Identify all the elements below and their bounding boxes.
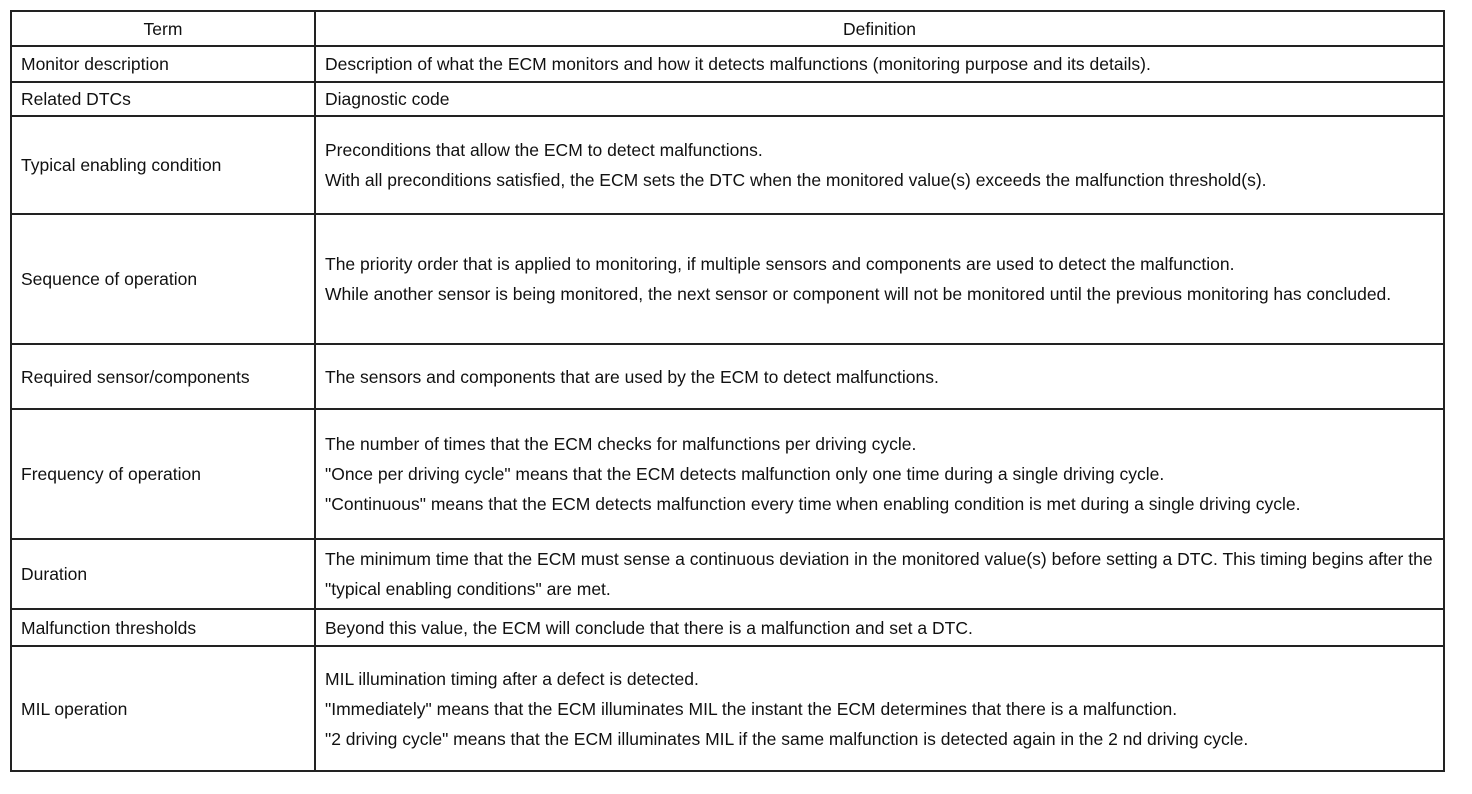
table-row <box>11 646 1444 771</box>
term-cell: Required sensor/components <box>11 344 315 409</box>
table-row <box>11 116 1444 214</box>
table-row <box>11 539 1444 609</box>
definition-column-header: Definition <box>315 11 1444 46</box>
term-cell: Duration <box>11 539 315 609</box>
definition-line: The priority order that is applied to monitoring, if multiple sensors and components are used to detect the malfunction. <box>325 254 1235 274</box>
definition-line: Diagnostic code <box>325 89 450 109</box>
definition-line: "Once per driving cycle" means that the ECM detects malfunction only one time during a single driving cycle. <box>325 464 1165 484</box>
definition-line: Beyond this value, the ECM will conclude that there is a malfunction and set a DTC. <box>325 617 973 638</box>
definition-cell <box>315 82 1444 116</box>
term-cell: Typical enabling condition <box>11 116 315 214</box>
definition-cell <box>315 344 1444 409</box>
definition-line: The sensors and components that are used by the ECM to detect malfunctions. <box>325 366 939 387</box>
definition-cell <box>315 646 1444 771</box>
table-row <box>11 46 1444 82</box>
terms-table-container <box>10 10 1443 772</box>
term-cell: MIL operation <box>11 646 315 771</box>
term-column-header: Term <box>11 11 315 46</box>
table-row <box>11 344 1444 409</box>
definition-cell <box>315 214 1444 344</box>
terms-definition-table <box>10 10 1445 772</box>
table-row <box>11 82 1444 116</box>
term-cell: Malfunction thresholds <box>11 609 315 646</box>
term-cell: Sequence of operation <box>11 214 315 344</box>
definition-line: Description of what the ECM monitors and how it detects malfunctions (monitoring purpose and its details). <box>325 54 1151 74</box>
table-row <box>11 409 1444 539</box>
definition-line: The minimum time that the ECM must sense a continuous deviation in the monitored value(s) before setting a DTC. This timing begins after the "typical enabling conditions" are met. <box>325 549 1433 599</box>
definition-line: While another sensor is being monitored, the next sensor or component will not be monitored until the previous monitoring has concluded. <box>325 284 1392 304</box>
term-cell: Related DTCs <box>11 82 315 116</box>
definition-cell <box>315 116 1444 214</box>
definition-cell <box>315 609 1444 646</box>
definition-line: "2 driving cycle" means that the ECM illuminates MIL if the same malfunction is detected again in the 2 nd driving cycle. <box>325 728 1249 749</box>
term-cell: Monitor description <box>11 46 315 82</box>
definition-line: MIL illumination timing after a defect is detected. <box>325 668 699 689</box>
definition-cell <box>315 409 1444 539</box>
definition-line: With all preconditions satisfied, the ECM sets the DTC when the monitored value(s) exceeds the malfunction threshold(s). <box>325 170 1267 190</box>
definition-line: "Continuous" means that the ECM detects malfunction every time when enabling condition is met during a single driving cycle. <box>325 494 1301 514</box>
definition-line: The number of times that the ECM checks for malfunctions per driving cycle. <box>325 434 917 454</box>
definition-line: "Immediately" means that the ECM illuminates MIL the instant the ECM determines that there is a malfunction. <box>325 698 1178 719</box>
definition-cell <box>315 46 1444 82</box>
table-row <box>11 609 1444 646</box>
definition-line: Preconditions that allow the ECM to detect malfunctions. <box>325 140 763 160</box>
definition-cell <box>315 539 1444 609</box>
term-cell: Frequency of operation <box>11 409 315 539</box>
table-row <box>11 214 1444 344</box>
table-header-row <box>11 11 1444 46</box>
